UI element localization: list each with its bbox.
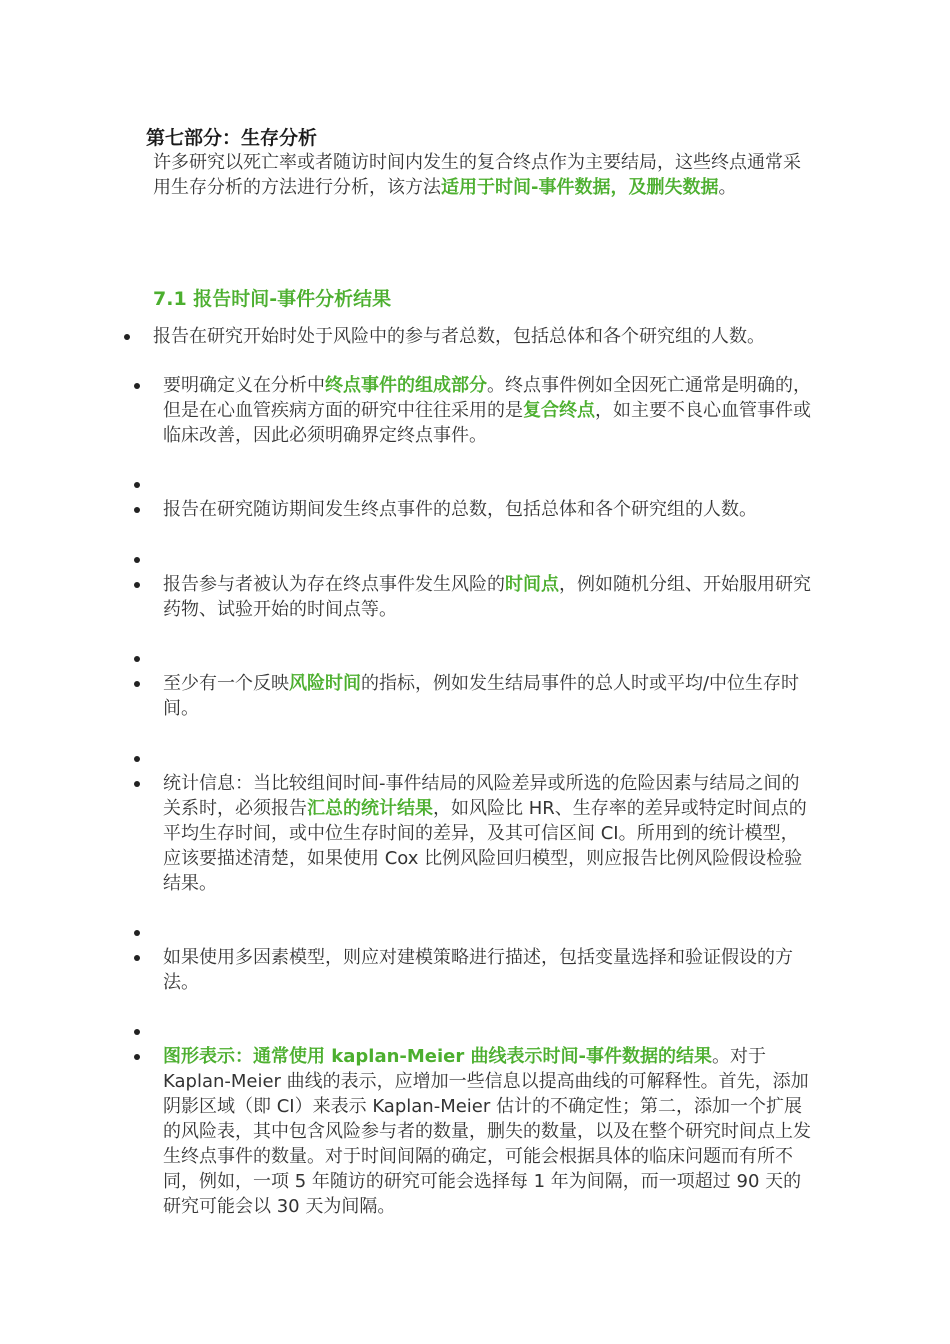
bullet-dot [134, 681, 140, 687]
bullet-dot [134, 955, 140, 961]
list-item: 要明确定义在分析中终点事件的组成部分。终点事件例如全因死亡通常是明确的，但是在心血管疾病方面的研究中往往采用的是复合终点，如主要不良心血管事件或临床改善，因此必须明确界定终点事件。 [163, 375, 811, 446]
bullet-dot [134, 1054, 140, 1060]
empty-bullet-dot [134, 930, 140, 936]
intro-highlight: 适用于时间-事件数据，及删失数据 [441, 177, 719, 198]
empty-bullet-dot [134, 482, 140, 488]
list-item: 报告参与者被认为存在终点事件发生风险的时间点，例如随机分组、开始服用研究药物、试验开始的时间点等。 [163, 574, 811, 620]
section-heading: 7.1 报告时间-事件分析结果 [153, 288, 392, 310]
empty-bullet-dot [134, 557, 140, 563]
empty-bullet-dot [134, 1029, 140, 1035]
list-item: 报告在研究随访期间发生终点事件的总数，包括总体和各个研究组的人数。 [163, 499, 757, 520]
bullet-dot [134, 582, 140, 588]
bullet-dot [124, 334, 130, 340]
part-title: 第七部分：生存分析 [146, 127, 318, 149]
list-item: 报告在研究开始时处于风险中的参与者总数，包括总体和各个研究组的人数。 [153, 326, 765, 347]
intro-text: 许多研究以死亡率或者随访时间内发生的复合终点作为主要结局，这些终点通常采用生存分析的方法进行分析，该方法 [153, 152, 801, 198]
list-item: 至少有一个反映风险时间的指标，例如发生结局事件的总人时或平均/中位生存时间。 [163, 673, 800, 719]
bullet-dot [134, 507, 140, 513]
list-item: 统计信息：当比较组间时间-事件结局的风险差异或所选的危险因素与结局之间的关系时，必须报告汇总的统计结果，如风险比 HR、生存率的差异或特定时间点的平均生存时间，或中位生存时间的差异，及其可信区间 CI。所用到的统计模型，应该要描述清楚，如果使用 Cox 比例风险回归模型，则应报告比例风险假设检验结果。 [163, 773, 807, 894]
list-item: 图形表示：通常使用 kaplan-Meier 曲线表示时间-事件数据的结果。对于 Kaplan-Meier 曲线的表示，应增加一些信息以提高曲线的可解释性。首先，添加阴影区域（即 CI）来表示 Kaplan-Meier 估计的不确定性；第二，添加一个扩展的风险表，其中包含风险参与者的数量，删失的数量，以及在整个研究时间点上发生终点事件的数量。对于时间间隔的确定，可能会根据具体的临床问题而有所不同，例如，一项 5 年随访的研究可能会选择每 1 年为间隔，而一项超过 90 天的研究可能会以 30 天为间隔。 [163, 1046, 811, 1217]
empty-bullet-dot [134, 656, 140, 662]
list-item: 如果使用多因素模型，则应对建模策略进行描述，包括变量选择和验证假设的方法。 [163, 947, 793, 993]
intro-paragraph [153, 150, 813, 200]
empty-bullet-dot [134, 756, 140, 762]
bullet-dot [134, 781, 140, 787]
intro-text-end: 。 [718, 177, 737, 198]
bullet-dot [134, 383, 140, 389]
